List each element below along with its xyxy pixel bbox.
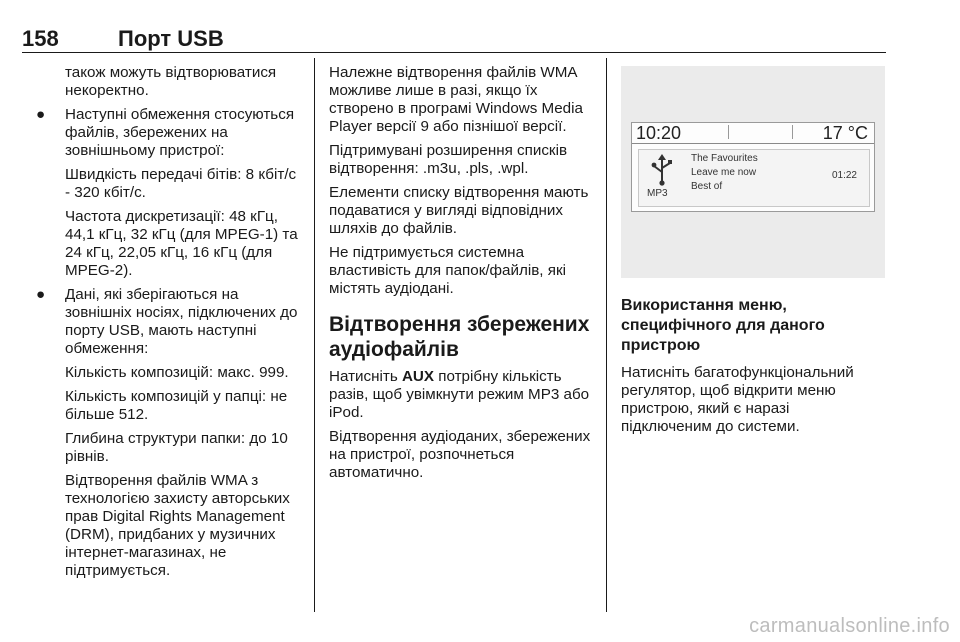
bullet-lead: Дані, які зберігаються на зовнішніх носіях, підключених до порту USB, мають наступні обмеження: xyxy=(65,286,298,357)
column-divider xyxy=(606,58,607,612)
track-panel xyxy=(638,149,870,207)
column-middle xyxy=(329,64,591,488)
intro-text: також можуть відтворюватися некоректно. xyxy=(65,64,277,99)
sample-rate-text: Частота дискретизації: 48 кГц, 44,1 кГц, 32 кГц (для MPEG-1) та 24 кГц, 22,05 кГц, 16 кГц (для MPEG-2). xyxy=(65,208,298,279)
section-heading: Відтворення збережених аудіофайлів xyxy=(329,313,590,361)
aux-instruction xyxy=(329,368,591,422)
usb-icon xyxy=(649,154,675,186)
temperature-readout: 17 °C xyxy=(822,123,868,143)
aux-post: потрібну кількість разів, щоб увімкнути режим MP3 або iPod. xyxy=(329,368,590,421)
track-item: Leave me now xyxy=(691,167,757,178)
watermark: carmanualsonline.info xyxy=(749,615,950,637)
status-divider xyxy=(792,125,793,139)
bitrate-text: Швидкість передачі бітів: 8 кбіт/с - 320 кбіт/с. xyxy=(65,166,297,201)
menu-heading: Використання меню, специфічного для даного пристрою xyxy=(621,297,825,354)
screen-divider xyxy=(632,143,874,144)
folder-property-text: Не підтримується системна властивість для папок/файлів, які містять аудіодані. xyxy=(329,244,566,297)
page-title: Порт USB xyxy=(118,26,224,51)
bullet-item-storage-limits xyxy=(30,286,302,580)
playlist-ext-text: Підтримувані розширення списків відтворення: .m3u, .pls, .wpl. xyxy=(329,142,568,177)
drm-text: Відтворення файлів WMA з технологією захисту авторських прав Digital Rights Management (DRM), придбаних у музичних інтернет-магазинах, не підтримується. xyxy=(65,472,290,579)
column-left xyxy=(30,64,302,586)
folder-track-count-text: Кількість композицій у папці: не більше 512. xyxy=(65,388,288,423)
aux-key-label: AUX xyxy=(401,368,435,385)
column-right xyxy=(621,296,883,442)
bullet-lead: Наступні обмеження стосуються файлів, збережених на зовнішньому пристрої: xyxy=(65,106,295,159)
autoplay-text: Відтворення аудіоданих, збережених на пристрої, розпочнеться автоматично. xyxy=(329,428,591,481)
status-divider xyxy=(728,125,729,139)
track-list xyxy=(691,152,758,194)
aux-pre: Натисніть xyxy=(329,368,402,385)
bullet-icon: ● xyxy=(36,286,46,303)
folder-depth-text: Глибина структури папки: до 10 рівнів. xyxy=(65,430,288,465)
track-duration: 01:22 xyxy=(831,170,857,181)
header-rule xyxy=(22,52,886,53)
page-number: 158 xyxy=(22,26,59,51)
infotainment-screen xyxy=(631,122,875,212)
track-item: The Favourites xyxy=(691,153,758,164)
wma-text: Належне відтворення файлів WMA можливе лише в разі, якщо їх створено в програмі Windows Media Player версії 9 або пізнішої версії. xyxy=(329,64,583,135)
track-item: Best of xyxy=(691,181,723,192)
clock-readout: 10:20 xyxy=(636,123,682,143)
bullet-icon: ● xyxy=(36,106,46,123)
source-label: MP3 xyxy=(647,188,668,199)
display-illustration xyxy=(621,66,885,278)
bullet-item-file-limits xyxy=(30,106,302,280)
playlist-paths-text: Елементи списку відтворення мають подаватися у вигляді відповідних шляхів до файлів. xyxy=(329,184,589,237)
menu-instruction: Натисніть багатофункціональний регулятор, щоб відкрити меню пристрою, який є наразі підключеним до системи. xyxy=(621,364,854,435)
track-count-text: Кількість композицій: макс. 999. xyxy=(65,364,289,381)
column-divider xyxy=(314,58,315,612)
